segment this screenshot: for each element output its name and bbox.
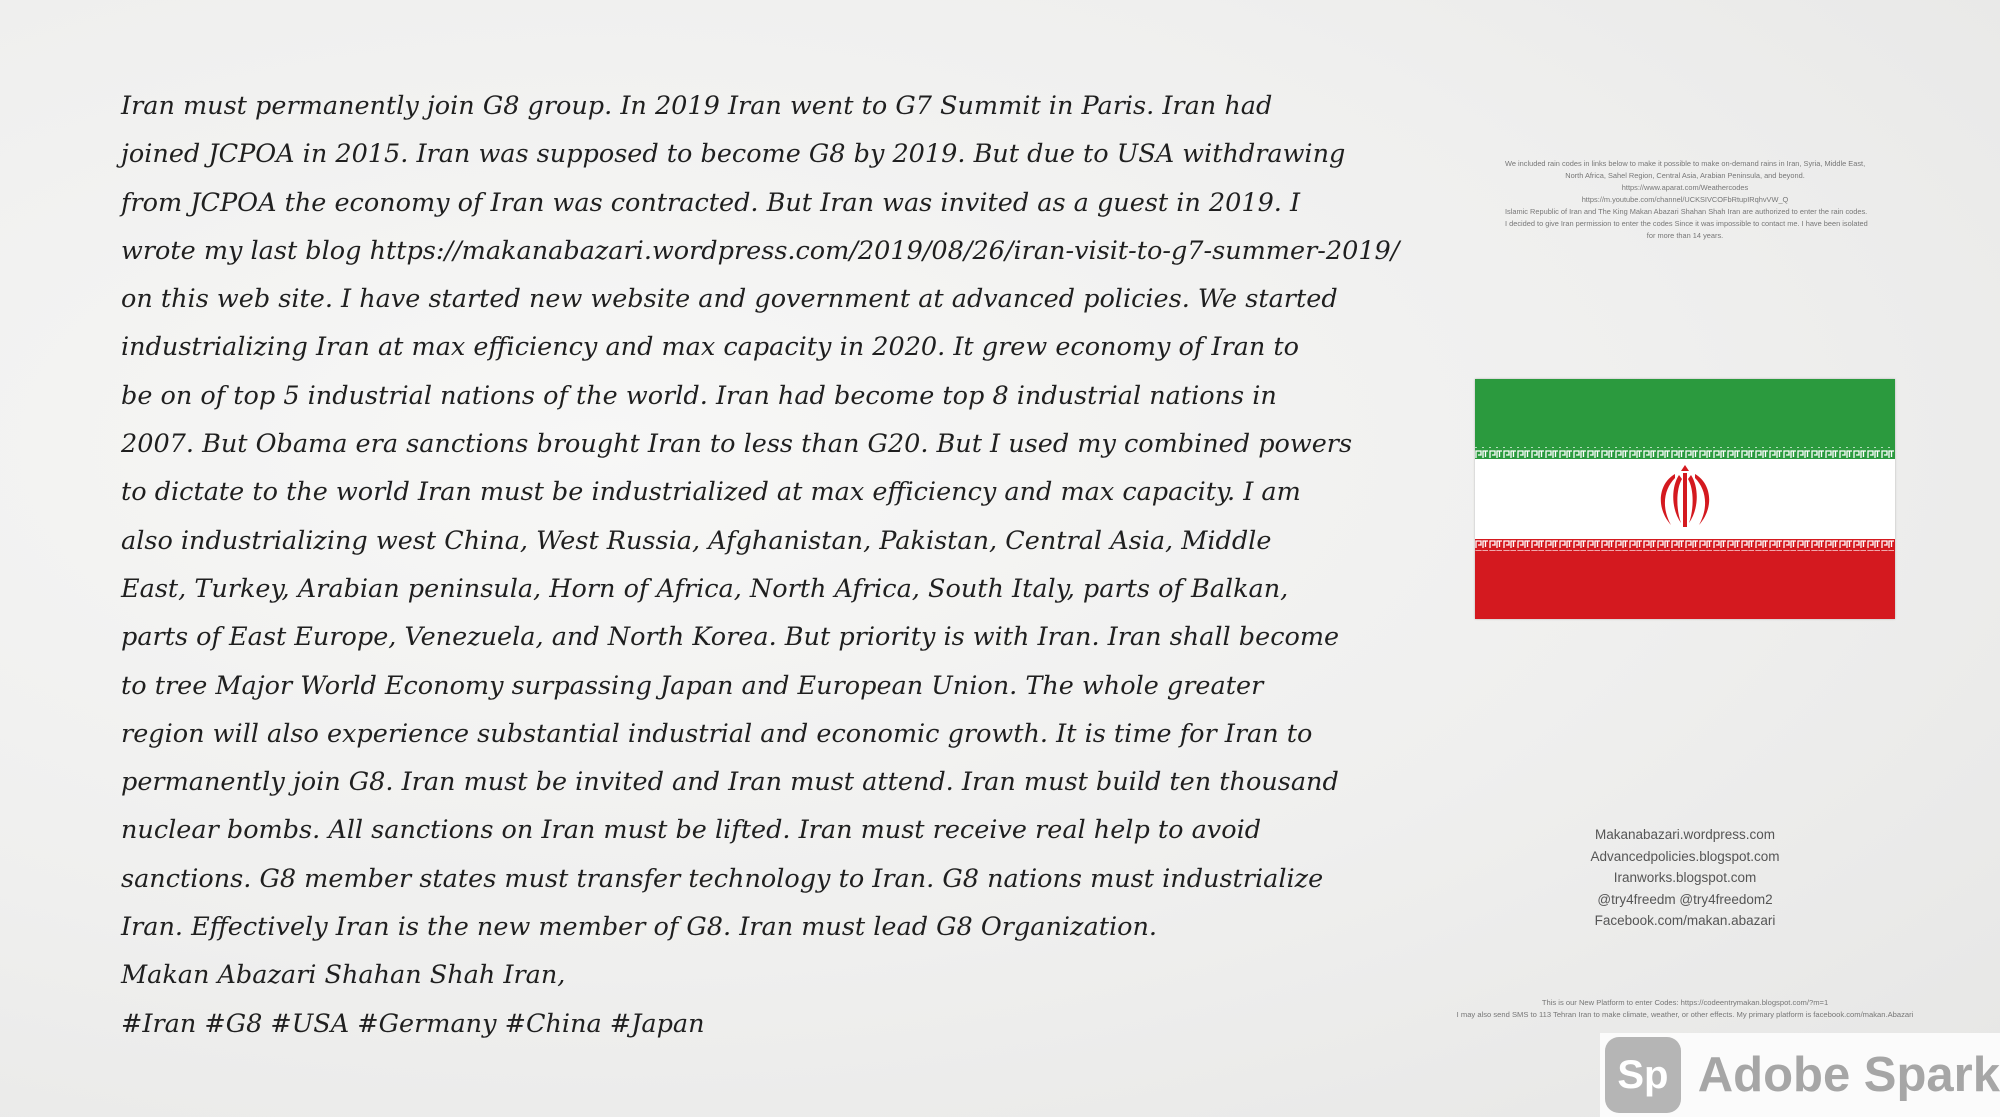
text-line: also industrializing west China, West Russia, Afghanistan, Pakistan, Central Asia, Middle: [121, 525, 1272, 556]
text-line: to tree Major World Economy surpassing Japan and European Union. The whole greater: [121, 670, 1264, 701]
text-line: sanctions. G8 member states must transfer technology to Iran. G8 nations must industrialize: [121, 863, 1324, 894]
signature-line: Makan Abazari Shahan Shah Iran,: [121, 960, 566, 991]
text-line: permanently join G8. Iran must be invited and Iran must attend. Iran must build ten thousand: [121, 767, 1339, 798]
main-article-text: [121, 82, 1401, 1048]
rain-codes-notice: [1505, 158, 1868, 242]
adobe-spark-badge[interactable]: [1600, 1033, 2000, 1117]
hashtags-line: #Iran #G8 #USA #Germany #China #Japan: [121, 1008, 705, 1039]
link-wordpress[interactable]: Makanabazari.wordpress.com: [1594, 827, 1776, 842]
text-line: Iran must permanently join G8 group. In 2019 Iran went to G7 Summit in Paris. Iran had: [121, 91, 1273, 121]
notice-line: for more than 14 years.: [1646, 231, 1724, 240]
platform-note-line: I may also send SMS to 113 Tehran Iran to make climate, weather, or other effects. My primary platform is facebook.com/makan.Abazari: [1456, 1009, 1914, 1019]
iran-flag-icon: [1475, 379, 1895, 619]
text-line: be on of top 5 industrial nations of the world. Iran had become top 8 industrial nations in: [121, 380, 1277, 411]
notice-line: Islamic Republic of Iran and The King Makan Abazari Shahan Shah Iran are authorized to enter the rain codes.: [1505, 207, 1868, 216]
link-advancedpolicies[interactable]: Advancedpolicies.blogspot.com: [1590, 848, 1780, 864]
notice-link[interactable]: https://m.youtube.com/channel/UCKSIVCOFbRtupIRqhvVW_Q: [1581, 195, 1789, 204]
text-line: on this web site. I have started new website and government at advanced policies. We started: [121, 284, 1338, 315]
text-line: wrote my last blog https://makanabazari.wordpress.com/2019/08/26/iran-visit-to-g7-summer-2019/: [121, 235, 1400, 266]
platform-note: [1400, 997, 1970, 1020]
text-line: region will also experience substantial industrial and economic growth. It is time for Iran to: [121, 718, 1313, 749]
link-twitter-handles[interactable]: @try4freedm @try4freedom2: [1597, 891, 1773, 907]
notice-line: We included rain codes in links below to make it possible to make on-demand rains in Iran, Syria, Middle East,: [1505, 159, 1866, 168]
platform-note-line: This is our New Platform to enter Codes: https://codeentrymakan.blogspot.com/?m=1: [1541, 998, 1829, 1007]
notice-line: I decided to give Iran permission to enter the codes Since it was impossible to contact me. I have been isolated: [1505, 219, 1868, 228]
text-line: nuclear bombs. All sanctions on Iran must be lifted. Iran must receive real help to avoid: [121, 815, 1262, 846]
text-line: East, Turkey, Arabian peninsula, Horn of Africa, North Africa, South Italy, parts of Balkan,: [121, 573, 1289, 604]
text-line: parts of East Europe, Venezuela, and North Korea. But priority is with Iran. Iran shall become: [121, 622, 1340, 653]
contact-links: [1510, 824, 1860, 932]
notice-line: North Africa, Sahel Region, Central Asia, Arabian Peninsula, and beyond.: [1565, 171, 1805, 180]
adobe-spark-logo-icon: Sp: [1605, 1037, 1681, 1113]
text-line: industrializing Iran at max efficiency and max capacity in 2020. It grew economy of Iran to: [121, 332, 1300, 363]
adobe-spark-label: Adobe Spark: [1697, 1048, 2000, 1102]
link-iranworks[interactable]: Iranworks.blogspot.com: [1613, 870, 1757, 886]
text-line: Iran. Effectively Iran is the new member of G8. Iran must lead G8 Organization.: [121, 912, 1157, 943]
text-line: joined JCPOA in 2015. Iran was supposed to become G8 by 2019. But due to USA withdrawing: [121, 139, 1346, 170]
text-line: 2007. But Obama era sanctions brought Iran to less than G20. But I used my combined powers: [121, 429, 1353, 460]
text-line: to dictate to the world Iran must be industrialized at max efficiency and max capacity. I am: [121, 477, 1301, 508]
text-line: from JCPOA the economy of Iran was contracted. But Iran was invited as a guest in 2019. I: [121, 187, 1301, 218]
notice-link[interactable]: https://www.aparat.com/Weathercodes: [1621, 183, 1749, 192]
link-facebook[interactable]: Facebook.com/makan.abazari: [1594, 913, 1776, 929]
